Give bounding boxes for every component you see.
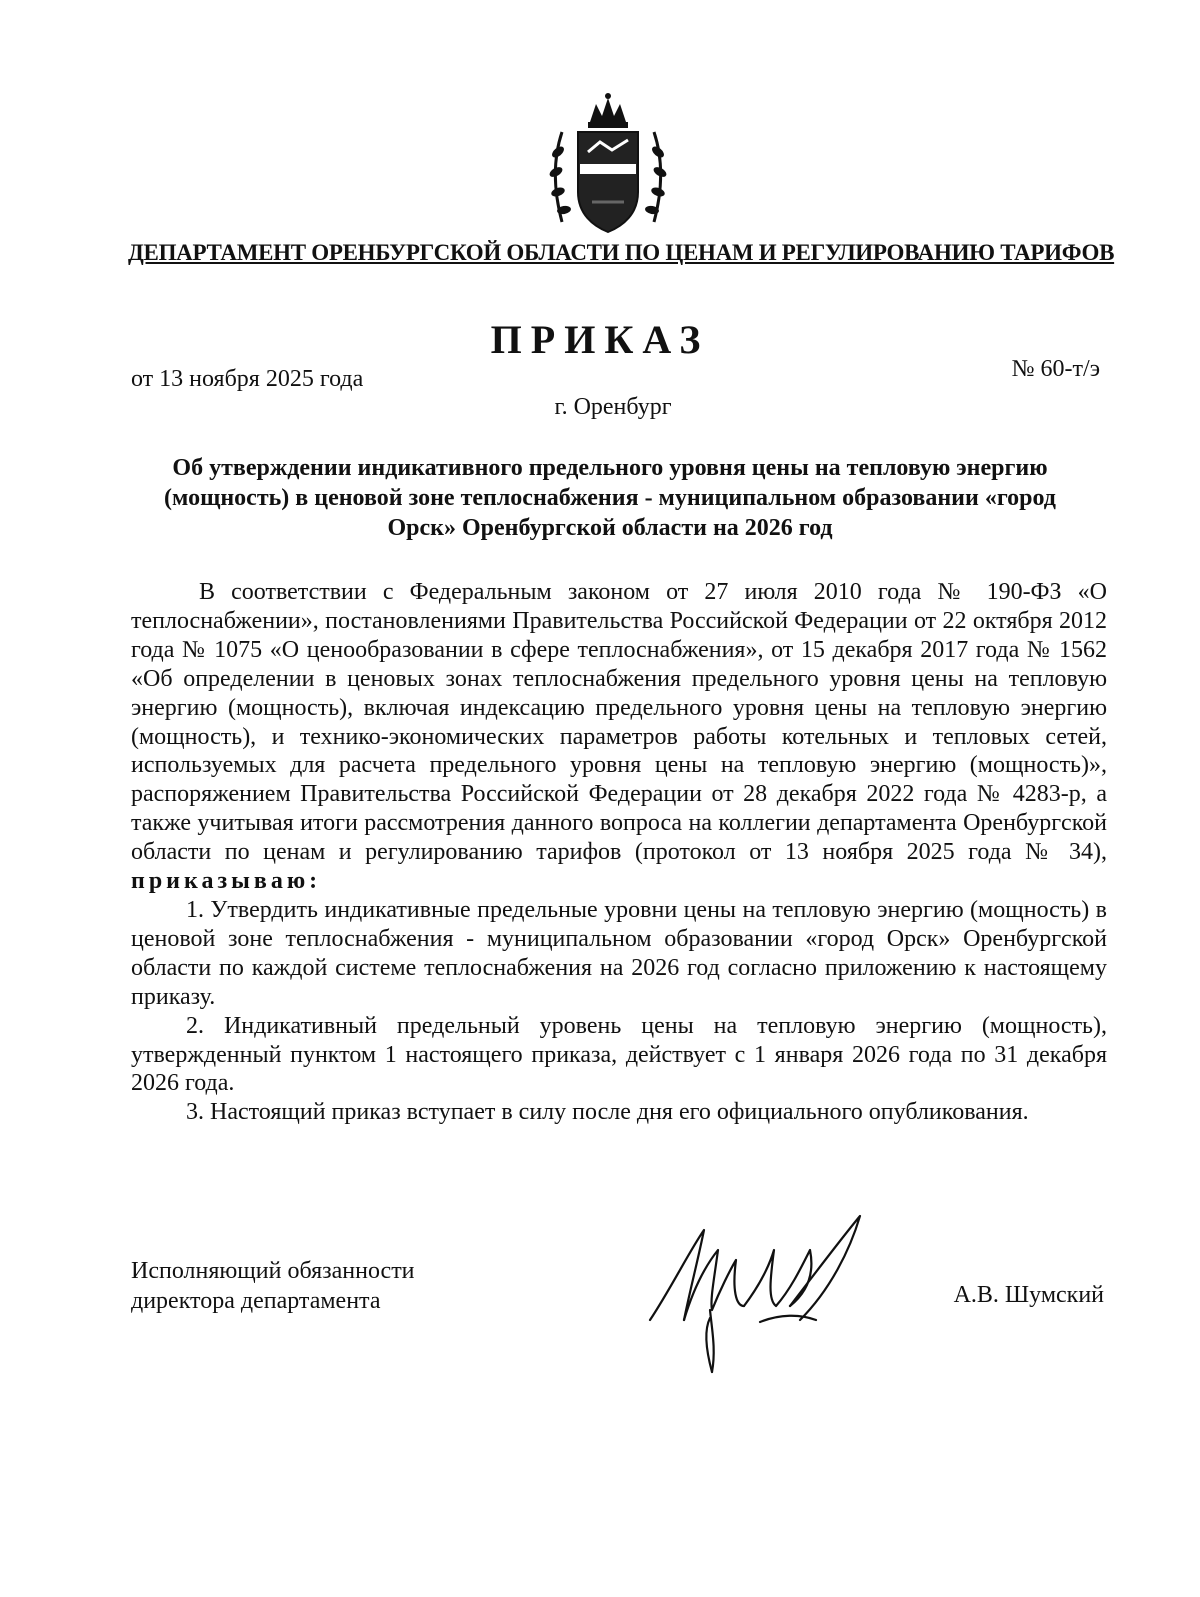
order-date: от 13 ноября 2025 года — [131, 366, 364, 392]
coat-of-arms-icon — [548, 92, 668, 242]
order-item-1: 1. Утвердить индикативные предельные уровни цены на тепловую энергию (мощность) в ценовой зоне теплоснабжения - муниципальном образовании «город Орск» Оренбургской области по каждой системе теплоснабжения на 2026 год согласно приложению к настоящему приказу. — [131, 896, 1107, 1010]
signatory-position — [131, 1256, 415, 1316]
order-title: ПРИКАЗ — [490, 317, 710, 362]
order-number: № 60-т/э — [1011, 356, 1100, 382]
preamble-text: В соответствии с Федеральным законом от 27 июля 2010 года № 190-ФЗ «О теплоснабжении», постановлениями Правительства Российской Федерации от 22 октября 2012 года № 1075 «О ценообразовании в сфере теплоснабжения», от 15 декабря 2017 года № 1562 «Об определении в ценовых зонах теплоснабжения предельного уровня цены на тепловую энергию (мощность), включая индексацию предельного уровня цены на тепловую энергию (мощность), и технико-экономических параметров работы котельных и тепловых сетей, используемых для расчета предельного уровня цены на тепловую энергию (мощность)», распоряжением Правительства Российской Федерации от 28 декабря 2022 года № 4283-р, а также учитывая итоги рассмотрения данного вопроса на коллегии департамента Оренбургской области по ценам и регулированию тарифов (протокол от 13 ноября 2025 года № 34), — [131, 579, 1107, 866]
signatory-position-line-2: директора департамента — [131, 1288, 381, 1314]
order-subject: Об утверждении индикативного предельного уровня цены на тепловую энергию (мощность) в ценовой зоне теплоснабжения - муниципальном образовании «город Орск» Оренбургской области на 2026 год — [164, 455, 1056, 541]
order-city: г. Оренбург — [554, 394, 672, 420]
order-word: приказываю: — [131, 868, 322, 895]
order-body — [131, 578, 1107, 1127]
department-name: ДЕПАРТАМЕНТ ОРЕНБУРГСКОЙ ОБЛАСТИ ПО ЦЕНАМ И РЕГУЛИРОВАНИЮ ТАРИФОВ — [128, 240, 1115, 265]
signatory-position-line-1: Исполняющий обязанности — [131, 1258, 415, 1284]
handwritten-signature — [640, 1210, 880, 1380]
order-item-3: 3. Настоящий приказ вступает в силу после дня его официального опубликования. — [186, 1099, 1029, 1126]
signatory-name: А.В. Шумский — [953, 1282, 1104, 1308]
order-item-2: 2. Индикативный предельный уровень цены на тепловую энергию (мощность), утвержденный пунктом 1 настоящего приказа, действует с 1 января 2026 года по 31 декабря 2026 года. — [131, 1012, 1107, 1097]
preamble-paragraph — [131, 578, 1107, 896]
